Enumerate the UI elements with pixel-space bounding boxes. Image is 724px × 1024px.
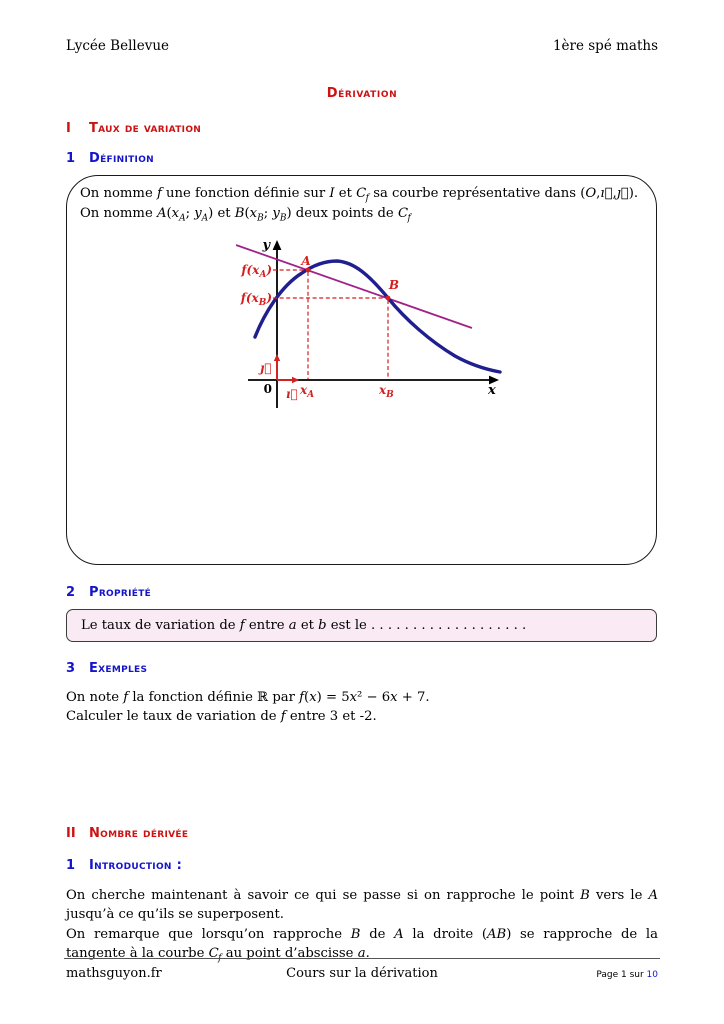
definition-line-2: On nomme $A(x_A$; $y_A$) et $B(x_B$; $y_B$) deux points de $C_f$ (80, 206, 411, 225)
subsection-heading-exemples (66, 661, 147, 676)
footer-rule (64, 958, 660, 959)
y-axis-label: y (262, 238, 270, 253)
subsection-label: Propriété (89, 585, 152, 600)
introduction-para-2: On remarque que lorsqu’on rapproche B de A la droite (AB) se rapproche de la tangente à la courbe $C_f$ au point d’abscisse a. (66, 926, 658, 964)
point-A-marker (306, 268, 311, 273)
subsection-number: 3 (66, 661, 76, 676)
label-f-of-xb: $f(x_B)$ (240, 291, 272, 308)
exemples-line-1: On note f la fonction définie ℝ par f(x) = 5x² − 6x + 7. (66, 690, 430, 705)
definition-line-1: On nomme f une fonction définie sur I et $C_f$ sa courbe représentative dans (O,ı⃗,ȷ⃗). (80, 186, 639, 204)
subsection-heading-definition (66, 151, 154, 166)
point-B-label: B (388, 278, 400, 292)
footer-page-total: 10 (646, 970, 658, 980)
subsection-number: 2 (66, 585, 76, 600)
subsection-label: Introduction : (89, 858, 183, 873)
section-heading-taux-de-variation (66, 121, 201, 136)
exemples-line-2: Calculer le taux de variation de f entre 3 et -2. (66, 709, 377, 725)
section-heading-nombre-derivee (66, 826, 188, 841)
point-A-label: A (301, 254, 311, 268)
footer-course-title: Cours sur la dérivation (286, 966, 438, 981)
header-course-level: 1ère spé maths (552, 38, 658, 54)
subsection-heading-propriete (66, 585, 151, 600)
label-f-of-xa: $f(x_A)$ (241, 263, 272, 280)
propriete-text: Le taux de variation de f entre a et b est le . . . . . . . . . . . . . . . . . . . (81, 618, 527, 633)
subsection-number: 1 (66, 151, 76, 166)
i-vector-arrow (292, 377, 299, 383)
subsection-label: Définition (89, 151, 154, 166)
introduction-para-1: On cherche maintenant à savoir ce qui se passe si on rapproche le point B vers le A jusqu’à ce qu’ils se superposent. (66, 888, 658, 923)
subsection-number: 1 (66, 858, 76, 873)
exemples-text (66, 688, 658, 727)
header-school-name: Lycée Bellevue (66, 38, 170, 54)
subsection-heading-introduction (66, 858, 182, 873)
introduction-text (66, 886, 658, 966)
j-vector-label: ȷ⃗ (260, 361, 272, 375)
subsection-label: Exemples (89, 661, 148, 676)
label-xb: $x_B$ (379, 383, 394, 400)
point-B-marker (386, 296, 391, 301)
propriete-box (66, 609, 657, 642)
section-label: Taux de variation (89, 121, 202, 136)
footer-page-indicator (463, 970, 658, 980)
section-number: I (66, 121, 71, 136)
section-number: II (66, 826, 76, 841)
secant-line-AB (236, 245, 472, 328)
page-header (66, 38, 658, 54)
origin-label: 0 (263, 382, 272, 396)
page-footer (66, 966, 658, 981)
label-xa: $x_A$ (300, 383, 315, 400)
j-vector-arrow (274, 354, 280, 361)
footer-page-label: Page 1 sur (596, 970, 647, 980)
x-axis-label: x (488, 383, 496, 398)
section-label: Nombre dérivée (89, 826, 189, 841)
function-curve (255, 261, 500, 372)
document-title: Dérivation (326, 86, 398, 101)
i-vector-label: ı⃗ (286, 387, 298, 401)
y-axis-arrow (273, 240, 282, 250)
secant-line-figure (236, 236, 530, 416)
footer-site: mathsguyon.fr (66, 966, 162, 981)
